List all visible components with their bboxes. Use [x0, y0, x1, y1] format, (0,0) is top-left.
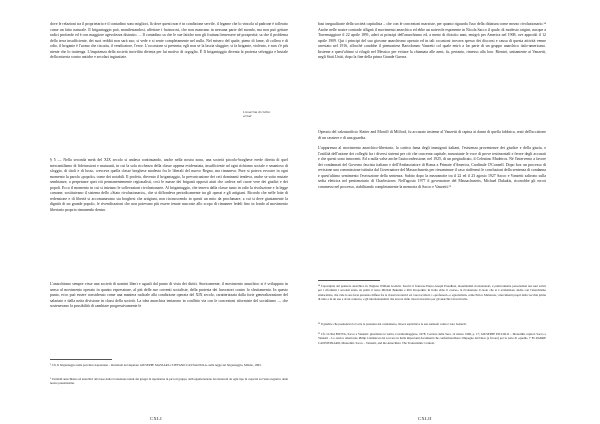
left-paragraph-1: dove le relazioni tra il proprietario e il contadino sono migliori, là dove questi non è in condizione servile, il legame che lo vincola al padrone è tollerato come un fatto naturale. Il brigantaggio può, manifestandosi, affettare i facinorosi, che non mancano in nessuna parte del mondo, ma non può gettare radici profonde ed è con maggiore agevolezza distrutto. ... Il contadino sa che le sue fatiche non gli fruttano benessere né prosperità; sa che il problema della terra insufficiente, dei suoi redditi non sarà suo; si vede e si sente completamente nel nulla. Nel misero del quale, pieno di fame, di collera e di odio, il brigante è l'uomo che riscatta, il vendicatore, l'eroe. L'occasione si presenta; egli non se la lascia sfuggire; si fa brigante, violento, e non c'è più niente che lo trattenga. L'impotenza della società incivilita diventa per lui motivo di orgoglio. È Il brigantaggio diventa la protesta selvaggia e brutale della miseria contro antiche e secolari ingiustizie.: [50, 22, 288, 59]
right-paragraph-2: Operaio del calzaturificio Slatter and Morrill di Milford, fu accusato insieme al Vanzetti di rapina ai danni di quella fabbrica, reati dell'uccisione di un cassiere e di una guardia.: [318, 130, 546, 140]
left-page: [50, 22, 288, 421]
footnote-rule: [318, 280, 380, 281]
right-footnote-1: ³⁴ Capostipite del pensiero anarchico fu l'inglese William Godwin. Teorici il francese Pierre-Joseph Proudhon, massimalisti rivoluzionari, è politicamente personalista nei suoi scritti per i riformisti i secondi erano da primi il russo Michail Bakunin e Pëtr Kropotkin. In Italia ebbe il «verso» la rivoluzione il ruolo che si è evidenziato anche con l'anarchismo sindacalista, che vide la sua forte presenza diffusa fra le classi lavoratrici ed i suoi scrittori, i «professori» e «giornalisti» come Errico Malatesta, i movimenti propri della vecchia prima di tutto e di un suo e di un contesto, e gli internazionalisti che ancora dalle classi lavorative per gli anarchici di un livello.: [318, 284, 546, 302]
left-footnote-1: ¹ Cfr. Il brigantaggio nelle province napoletane – Relazioni del deputato GIUSEPPE MASSARI e STEFANO CASTAGNOLA, sulla legge sul brigantaggio, Milano, 1863.: [50, 363, 262, 367]
right-folio: CXLII: [418, 416, 432, 421]
right-footnote-3: ³⁶ Cfr. LUIGI BOTTA, Sacco e Vanzetti: giustiziata la verità, Cavallermaggiore, 1978; Corriere della Sera, 12 marzo 1996, p. 17; GIUSEPPE PICCOLO – Monoliths capitol: Sacco e Vanzetti – Lo storico americano Philip Cannistraro ha scovato in Italia importanti documenti che confermerebbero l'impegno del Duce (a favore) per la sorte di «quelli» ?' EL PADRE CANNISTRARO, Mussolini, Sacco – Vanzetti, and the Anarchists: The Transatlantic Context,: [318, 332, 546, 345]
right-footnote-2: ³⁵ Il giudice che presiedeva la Corte la presenza del condannato, invece esplicitava le sue sanzioni contro i loro bastardi.: [318, 322, 467, 326]
right-paragraph-1: basi inegualitarie della società capitalista – che con le concezioni marxiste, per quanto riguarda l'uso della dittatura come mezzo rivoluzionario.³⁴ Anche nelle nostre contrade allignò il movimento anarchico ed ebbe un notevole esponente in Nicola Sacco il quale, di modesto origini, nacque a Torremaggiore il 22 aprile 1891, aderì ai principi dell'anarchismo ed, a meno di diciotto anni, emigrò per America nel 1908, ove approdò il 12 aprile 1909. Qui i principi del suo giovane anarchismo operaio ed in tali occasioni trovava spesso dei discorsi e causa di questa attività venne arrestato nel 1916, allorché conobbe il piemontese Bartolomeo Vanzetti col quale entrò a far parte di un gruppo anarchico italo-americano. Insieme a quest'ultimo si rifugiò nel Messico per evitare la chiamata alle armi, fu, pertanto, rimesso alla loro. Rientrò, unitamente ai Vanzetti, negli Stati Uniti, dopo la fine della prima Grande Guerra.: [318, 22, 546, 59]
footnote-rule: [50, 359, 112, 360]
left-paragraph-2: § 5 — Nella seconda metà del XIX secolo si andava continuando, anche nella nostra zona, una società piccolo-borghese erede diretta di quel mercantilismo di fideiussioni e mutuanti, in cui la sola ricchezza della classe appena evidenziata, insufficiente ad ogni richiamo sociale e smanioso di sfoggio, di titoli e di lusso, cresceva quella classe borghese modesta fra le liberali del nuovo Regno, ma rimaneva. Pure si poteva evocare in ogni momento la parola «popolo» come dei notabili. Il profeta, dirvento il brigantaggio, la prevaricazione dei ceti dominanti tendeva, anche se sotto mutate sembianze, a perpetuare quei riti permanentemente regionalisti, così le masse dei briganti opposti aiuti che cadeva nel cuore vere dei giudici e dei popoli. Ecco il momento in cui si iniziano le sollevazioni rivoluzionarie. Al brigantaggio, che teneva dalla classe tanto in odio la rivoluzione e la legge comune, sostituivano il sistema dello «Stato rivoluzionario», che si diffondeva periodicamente tra gli operai e gli artigiani. Ricordo che nelle lotte di redenzione e di libertà si accomunavano sia borghesi che artigiani, non riconoscendo in questi un mito da proclamare, a cui si deve giustamente la dignità di un grande popolo, le rivendicazioni che non potevano più essere tenute nascoste allo scopo di rimanere fedeli fino in fondo al movimento libertario proprio rimanendo dentro.: [50, 158, 288, 212]
left-folio: CXLI: [150, 416, 162, 421]
left-paragraph-3: L'anarchismo sempre visse una società di uomini liberi e uguali dal punto di vista dei diritti. Storicamente, il movimento anarchico si è sviluppato in senso al movimento operaio in quanto espressione, al più delle sue correnti socialiste, della protesta dei lavoratori contro lo sfruttamento. In questo punto, ecco può essere considerato come una maniera radicale alla condizione operaia del XIX secolo, caratterizzata dalla forte generalizzazione del salariato e dalla netta divisione in classi della società. La idea anarchica tentarono in conflitto via con le concezioni riformiste del socialismo — che sostenevano la possibilità di cambiare progressivamente le: [50, 282, 288, 308]
right-page: [318, 22, 546, 421]
marginal-note: L'anarchia di civiltà al Sud: [243, 110, 270, 119]
right-paragraph-3: L'apparenza al movimento anarchico-libertario, la cattiva fama degli immigrati italiani, l'esistenza provenienze dei giudice e della giuria, e l'ostilità dell'azione dei colleghi fra i diversi sistemi per ciò che concerna capitale, nonostante le voce di prove testimoniali e ferree degli accusati e che questi sono innocenti. Ed a nulla valse anche l'autoconfessione, nel 1925, di un pregiudicato, il Celestino Madeiros. Né l'intervento a favore dei condannati del Governo fascista italiano e dell'Ambasciatore di Roma a Primate d'America, Cardinale O'Connell. Dopo box un processo di revisione una commissione istituita dal Governatore del Massachusetts per riesaminare il caso riaffermò le conclusioni della sentenza di condanna e quest'ultimo sentimento l'esecuzione della sentenza. Subito dopo la mezzanotte tra il 22 ed il 23 agosto 1927 Sacco e Vanzetti salirono sulla sedia elettrica nel penitenziario di Charlestown. Nell'agosto 1977 il governatore del Massachusetts, Michael Dukakis, riconobbe gli errori commessi nel processo, riabilitando completamente la memoria di Sacco e Vanzetti.³⁵: [318, 146, 546, 189]
left-footnote-2: ² Variabili anarchismo ed anarchici alla base della rivoluzione tenuti dei gruppi di ripetizione in piccoli gruppi, dall'organizzazione dei sindacati da ogni tipo di capacità su l'esito negativo delle nostre potentissime.: [50, 377, 288, 386]
